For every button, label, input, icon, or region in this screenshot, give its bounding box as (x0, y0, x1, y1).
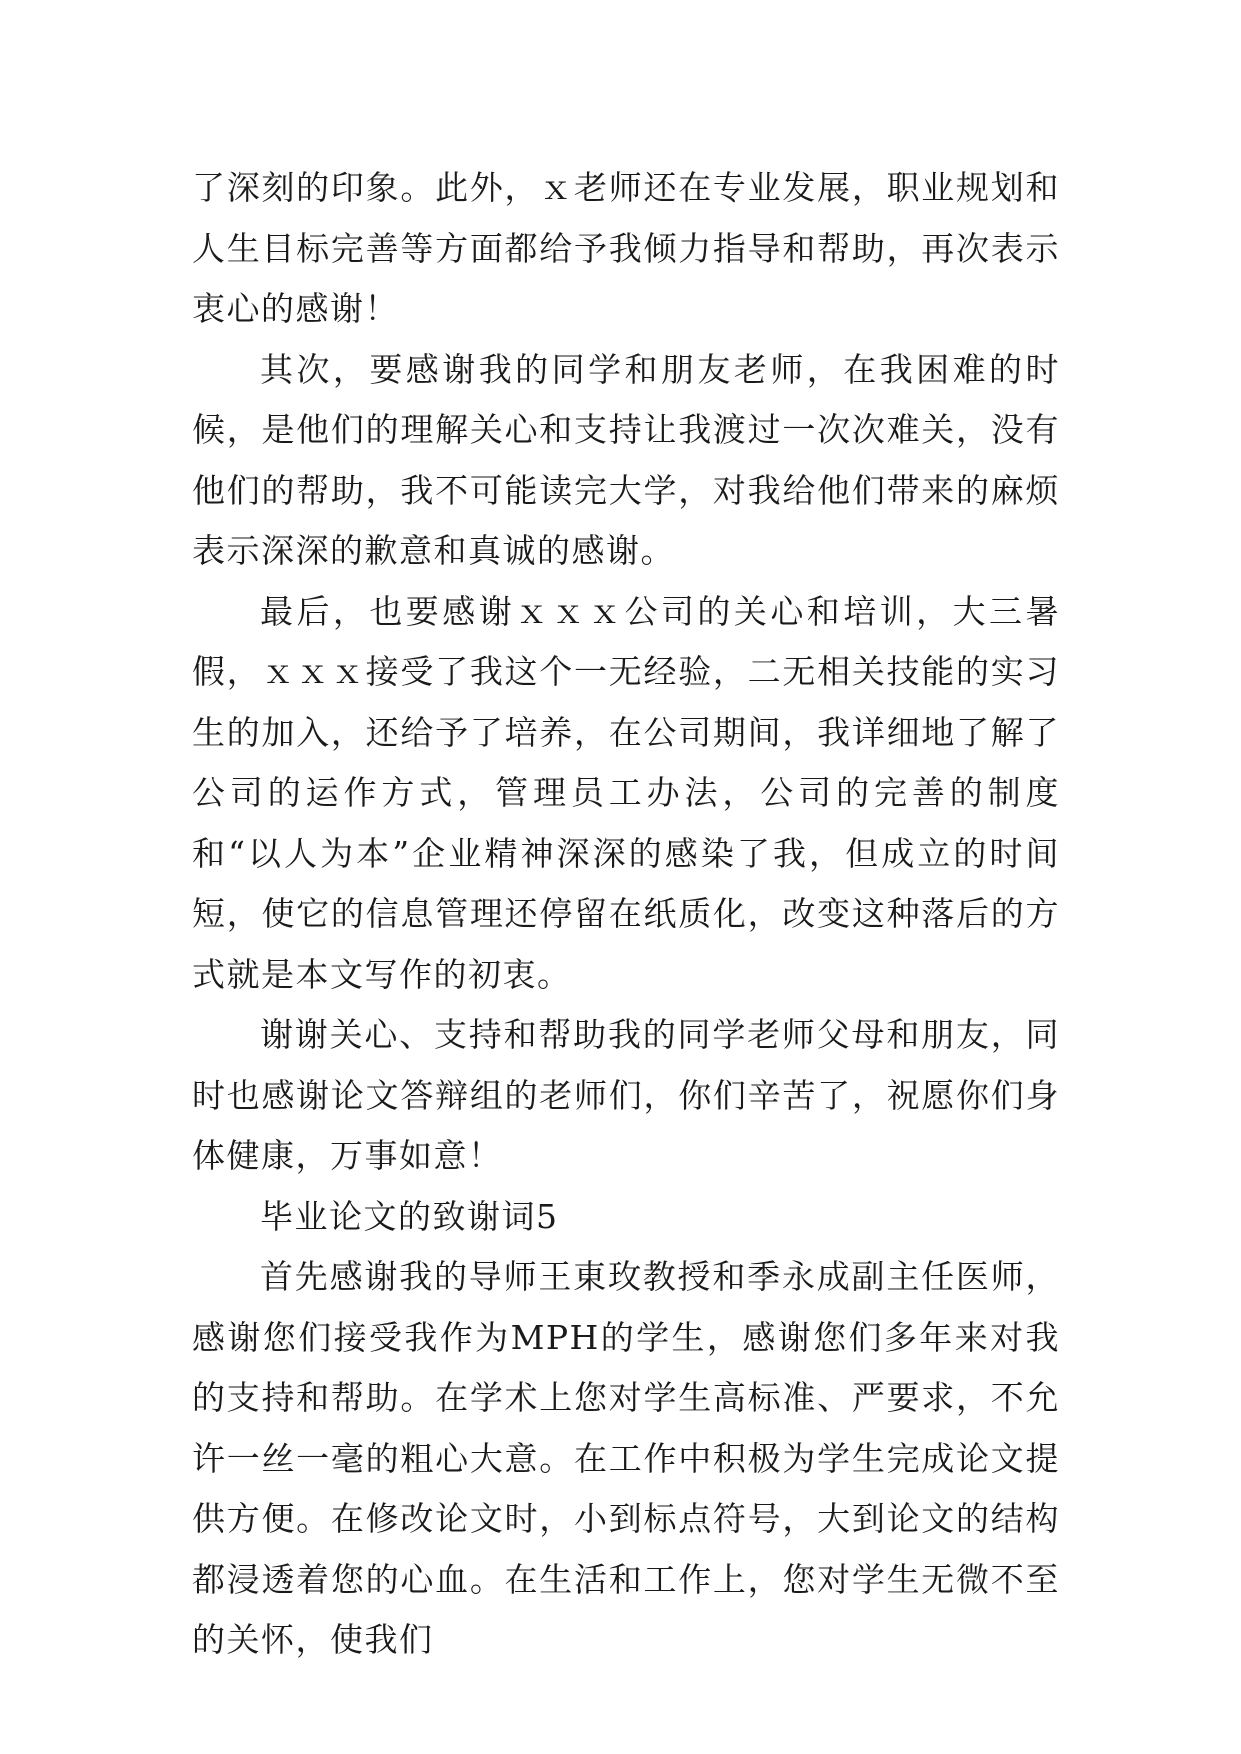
paragraph-continued: 了深刻的印象。此外，ｘ老师还在专业发展，职业规划和人生目标完善等方面都给予我倾力指导和帮助，再次表示衷心的感谢！ (192, 168, 1060, 328)
paragraph-thanks-classmates: 其次，要感谢我的同学和朋友老师，在我困难的时候，是他们的理解关心和支持让我渡过一次次难关，没有他们的帮助，我不可能读完大学，对我给他们带来的麻烦表示深深的歉意和真诚的感谢。 (192, 349, 1060, 570)
document-body (192, 158, 1060, 1671)
paragraph-thanks-advisors: 首先感谢我的导师王東玫教授和季永成副主任医师，感谢您们接受我作为MPH的学生，感谢您们多年来对我的支持和帮助。在学术上您对学生高标准、严要求，不允许一丝一毫的粗心大意。在工作中积极为学生完成论文提供方便。在修改论文时，小到标点符号，大到论文的结构都浸透着您的心血。在生活和工作上，您对学生无微不至的关怀，使我们 (192, 1257, 1060, 1659)
paragraph-thanks-all: 谢谢关心、支持和帮助我的同学老师父母和朋友，同时也感谢论文答辩组的老师们，你们辛苦了，祝愿你们身体健康，万事如意！ (192, 1015, 1060, 1175)
paragraph-thanks-company: 最后，也要感谢ｘｘｘ公司的关心和培训，大三暑假，ｘｘｘ接受了我这个一无经验，二无相关技能的实习生的加入，还给予了培养，在公司期间，我详细地了解了公司的运作方式，管理员工办法，公司的完善的制度和“以人为本”企业精神深深的感染了我，但成立的时间短，使它的信息管理还停留在纸质化，改变这种落后的方式就是本文写作的初衷。 (192, 591, 1060, 994)
section-heading: 毕业论文的致谢词5 (260, 1196, 559, 1236)
